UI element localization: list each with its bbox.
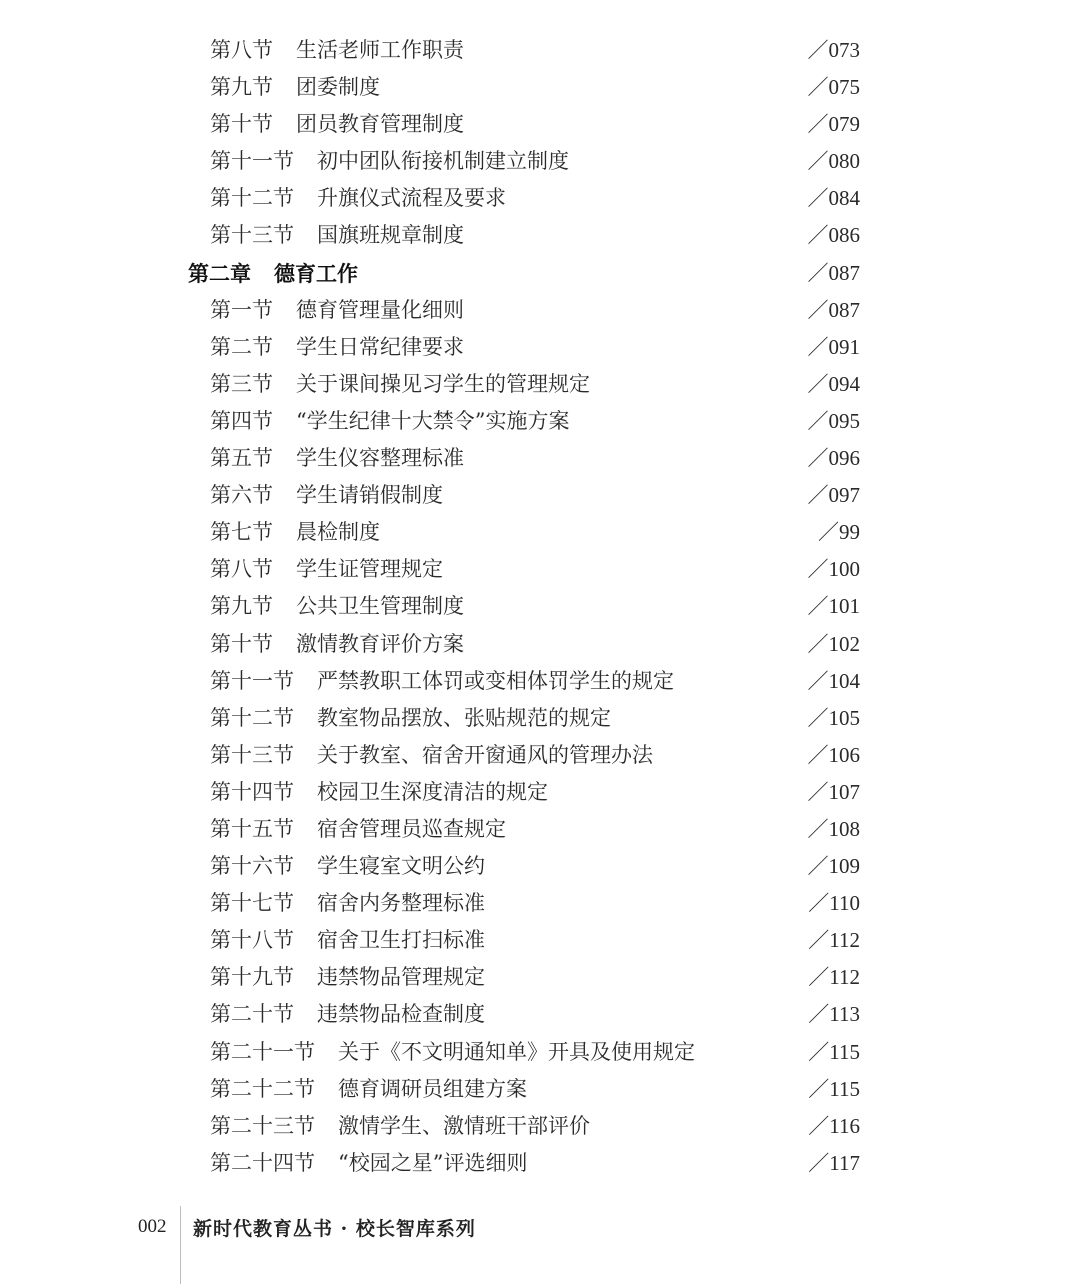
section-number: 第九节 [210,594,273,619]
page-reference: ／117 [808,1150,860,1175]
section-number: 第十四节 [210,779,294,804]
section-number: 第八节 [210,557,273,582]
section-number: 第十二节 [210,186,294,211]
toc-section-row [0,514,1080,551]
chapter-number: 第二章 [188,260,251,286]
toc-section-row [0,737,1080,774]
section-number: 第十二节 [210,705,294,730]
page-reference: ／094 [807,371,860,396]
toc-section-row [0,885,1080,922]
section-title: 团委制度 [296,75,380,100]
page-reference: ／99 [818,520,860,545]
toc-section-row [0,69,1080,106]
section-title: 晨检制度 [296,520,380,545]
section-title: 关于课间操见习学生的管理规定 [296,371,590,396]
section-number: 第九节 [210,75,273,100]
section-number: 第十一节 [210,149,294,174]
page-reference: ／109 [807,854,860,879]
section-number: 第二十二节 [210,1076,315,1101]
section-title: “校园之星”评选细则 [338,1150,528,1175]
toc-section-row [0,848,1080,885]
toc-section-row [0,663,1080,700]
toc-section-row [0,626,1080,663]
toc-section-row [0,774,1080,811]
page-reference: ／108 [807,816,860,841]
section-number: 第十三节 [210,742,294,767]
page-footer [0,1206,1080,1284]
section-number: 第二节 [210,334,273,359]
toc-section-row [0,403,1080,440]
page-reference: ／110 [808,891,860,916]
toc-section-row [0,106,1080,143]
toc-section-row [0,1145,1080,1182]
page-reference: ／087 [807,297,860,322]
section-number: 第六节 [210,483,273,508]
section-title: 国旗班规章制度 [317,223,464,248]
page-reference: ／079 [807,112,860,137]
page-reference: ／105 [807,705,860,730]
toc-section-row [0,1108,1080,1145]
toc-section-row [0,32,1080,69]
toc-section-row [0,588,1080,625]
toc-section-row [0,700,1080,737]
page-number: 002 [138,1216,167,1237]
page-reference: ／097 [807,483,860,508]
section-title: 宿舍卫生打扫标准 [317,928,485,953]
section-title: 关于《不文明通知单》开具及使用规定 [338,1039,695,1064]
footer-divider [180,1206,181,1284]
section-number: 第十节 [210,112,273,137]
page-reference: ／115 [808,1039,860,1064]
page-reference: ／101 [807,594,860,619]
page-reference: ／095 [807,408,860,433]
section-title: 违禁物品管理规定 [317,965,485,990]
section-title: 学生证管理规定 [296,557,443,582]
series-title: 新时代教育丛书 · 校长智库系列 [193,1218,476,1240]
section-number: 第十七节 [210,891,294,916]
toc-chapter-row [0,255,1080,292]
toc-section-row [0,180,1080,217]
toc-section-row [0,996,1080,1033]
section-number: 第十九节 [210,965,294,990]
page-reference: ／104 [807,668,860,693]
section-number: 第十八节 [210,928,294,953]
section-number: 第五节 [210,446,273,471]
toc-section-row [0,959,1080,996]
section-title: 关于教室、宿舍开窗通风的管理办法 [317,742,653,767]
chapter-title: 德育工作 [274,260,358,286]
page-reference: ／073 [807,38,860,62]
section-number: 第一节 [210,297,273,322]
toc-section-row [0,811,1080,848]
section-title: 教室物品摆放、张贴规范的规定 [317,705,611,730]
section-number: 第二十节 [210,1002,294,1027]
section-title: 学生请销假制度 [296,483,443,508]
page-reference: ／080 [807,149,860,174]
section-number: 第十一节 [210,668,294,693]
section-title: 激情教育评价方案 [296,631,464,656]
section-number: 第二十三节 [210,1113,315,1138]
toc-section-row [0,143,1080,180]
section-title: “学生纪律十大禁令”实施方案 [296,408,570,433]
page-reference: ／106 [807,742,860,767]
toc-section-row [0,292,1080,329]
section-number: 第二十四节 [210,1150,315,1175]
toc-section-row [0,329,1080,366]
toc-section-row [0,440,1080,477]
section-title: 公共卫生管理制度 [296,594,464,619]
section-number: 第八节 [210,38,273,62]
page-reference: ／112 [808,928,860,953]
section-title: 违禁物品检查制度 [317,1002,485,1027]
section-title: 宿舍内务整理标准 [317,891,485,916]
page-reference: ／100 [807,557,860,582]
page-reference: ／087 [807,260,860,285]
page-reference: ／084 [807,186,860,211]
section-number: 第十六节 [210,854,294,879]
toc-section-row [0,1071,1080,1108]
section-number: 第四节 [210,408,273,433]
page-reference: ／096 [807,446,860,471]
page-reference: ／102 [807,631,860,656]
section-number: 第十五节 [210,816,294,841]
page-reference: ／107 [807,779,860,804]
toc-section-row [0,366,1080,403]
section-number: 第二十一节 [210,1039,315,1064]
section-title: 生活老师工作职责 [296,38,464,62]
toc-section-row [0,551,1080,588]
page-reference: ／112 [808,965,860,990]
page-reference: ／113 [808,1002,860,1027]
section-title: 学生日常纪律要求 [296,334,464,359]
section-number: 第十三节 [210,223,294,248]
page-reference: ／086 [807,223,860,248]
toc-section-row [0,922,1080,959]
section-title: 初中团队衔接机制建立制度 [317,149,569,174]
page-reference: ／115 [808,1076,860,1101]
section-title: 升旗仪式流程及要求 [317,186,506,211]
section-title: 学生寝室文明公约 [317,854,485,879]
toc-section-row [0,1034,1080,1071]
section-title: 校园卫生深度清洁的规定 [317,779,548,804]
section-number: 第十节 [210,631,273,656]
page-reference: ／075 [807,75,860,100]
toc-section-row [0,217,1080,254]
section-title: 团员教育管理制度 [296,112,464,137]
page-reference: ／116 [808,1113,860,1138]
section-title: 学生仪容整理标准 [296,446,464,471]
section-number: 第三节 [210,371,273,396]
section-title: 严禁教职工体罚或变相体罚学生的规定 [317,668,674,693]
section-title: 激情学生、激情班干部评价 [338,1113,590,1138]
section-title: 宿舍管理员巡查规定 [317,816,506,841]
toc-section-row [0,477,1080,514]
table-of-contents [0,32,1080,1182]
page-reference: ／091 [807,334,860,359]
section-title: 德育调研员组建方案 [338,1076,527,1101]
section-title: 德育管理量化细则 [296,297,464,322]
section-number: 第七节 [210,520,273,545]
